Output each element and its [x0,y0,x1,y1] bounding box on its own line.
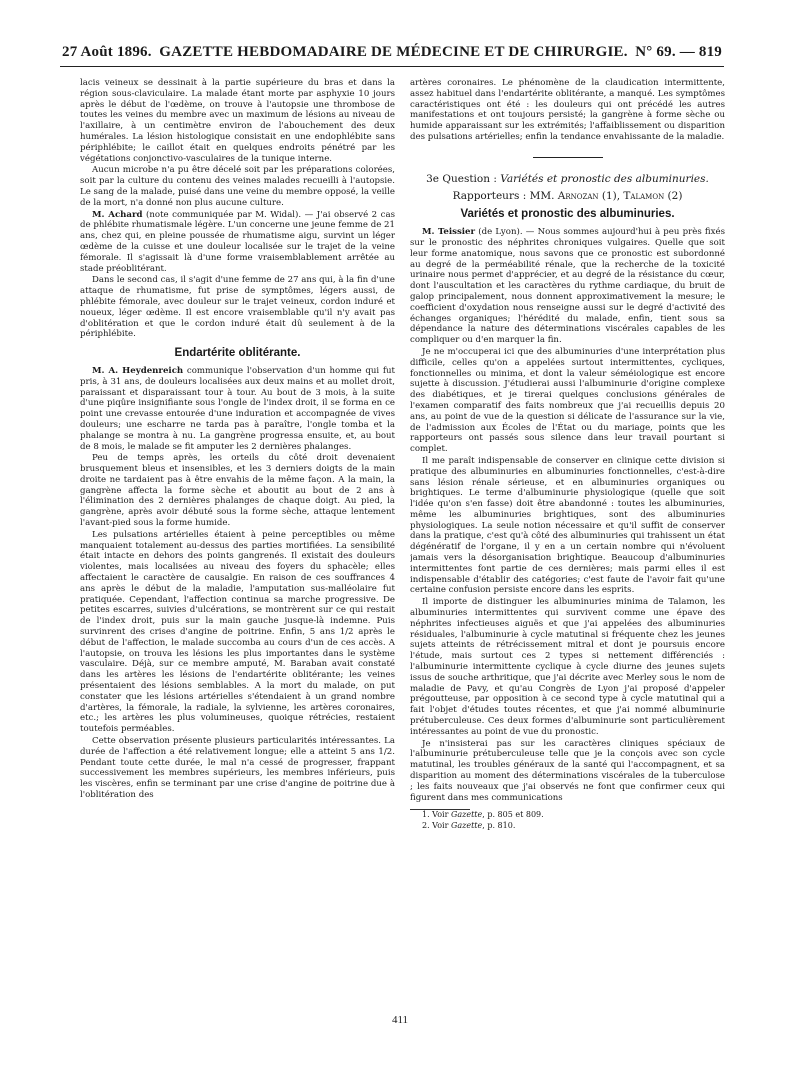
section-title: Variétés et pronostic des albuminuries. [460,208,675,221]
footnote-journal: Gazette [450,810,483,820]
paragraph [80,210,395,275]
paragraph-text: (note communiquée par M. Widal). — J'ai observé 2 cas de phlébite rhumatismale légère. L'un concerne une jeune femme de 21 ans, chez qui, en pleine poussée de rhumatisme aigu, survint un léger œdème de la cuisse et une douleur localisée sur le trajet de la veine fémorale. Il s'agissait là d'une forme vraisemblablement arrêtée au stade préoblitérant. [80,209,395,274]
footnote-ref: , p. 810. [482,821,516,831]
paragraph: Peu de temps après, les orteils du côté droit devenaient brusquement bleus et insensibles, et les 3 derniers doigts de la main droite ne tardaient pas à être envahis de la même façon. A la main, la gangrène affecta la forme sèche et aboutit au bout de 2 ans à l'élimination des 2 dernières phalanges de chaque doigt. Au pied, la gangrène, après avoir débuté sous la forme sèche, attaque lentement l'avant-pied sous la forme humide. [80,453,395,529]
paragraph: Cette observation présente plusieurs particularités intéressantes. La durée de l'affection a été relativement longue; elle a atteint 5 ans 1/2. Pendant toute cette durée, le mal n'a cessé de progresser, frappant successivement les membres supérieurs, les membres inférieurs, puis les viscères, enfin se terminant par une crise d'angine de poitrine due à l'oblitération des [80,736,395,800]
paragraph: Il me paraît indispensable de conserver en clinique cette division si pratique des albuminuries en albuminuries fonctionnelles, c'est-à-dire sans lésion rénale sérieuse, et en albuminuries organiques ou brightiques. Le terme d'albuminurie physiologique (quelle que soit l'idée qu'on s'en fasse) doit être abandonné : toutes les albuminuries, même les albuminuries brightiques, sont des albuminuries physiologiques. La seule notion nécessaire et qu'il suffit de conserver dans la pratique, c'est qu'à côté des albuminuries qui trahissent un état dégénératif de l'organe, il y en a un certain nombre qui n'évoluent jamais vers la désorganisation brightique. Beaucoup d'albuminuries intermittentes font partie de ces dernières; mais parmi elles il est indispensable d'établir des catégories; c'est faute de l'avoir fait qu'une certaine confusion persiste encore dans les esprits. [410,455,725,596]
footnote-text: 2. Voir [422,821,451,831]
author-name: M. Teissier [422,227,476,238]
separator [533,157,603,158]
paragraph: Il importe de distinguer les albuminuries minima de Talamon, les albuminuries intermittentes qui survivent comme une épave des néphrites infectieuses aiguës et que j'ai appelées des albuminuries résiduales, l'albuminurie à cycle matutinal si fréquente chez les jeunes sujets atteints de rétrécissement mitral et dont je poursuis encore l'étude, mais surtout ces 2 types si nettement différenciés : l'albuminurie intermittente cyclique à cycle diurne des jeunes sujets issus de souche arthritique, que j'ai décrite avec Merley sous le nom de maladie de Pavy, et qu'au Congrès de Lyon j'ai proposé d'appeler prégoutteuse, par opposition à ce second type à cycle matutinal qui a fait l'objet d'études toutes récentes, et que j'ai nommé albuminurie prétuberculeuse. Ces deux formes d'albuminurie sont particulièrement intéressantes au point de vue du pronostic. [410,597,725,737]
page-number: 411 [391,1014,409,1026]
question-heading [410,174,725,185]
section-title: Endartérite oblitérante. [174,347,301,360]
paragraph: lacis veineux se dessinait à la partie supérieure du bras et dans la région sous-claviculaire. La malade étant morte par asphyxie 10 jours après le début de l'œdème, on trouve à l'autopsie une thrombose de toutes les veines du membre avec un maximum de lésions au niveau de l'axillaire, à un centimètre environ de l'abouchement des deux humérales. La lésion histologique consistait en une endophlébite sans périphlébite; le caillot était en quelques endroits pénétré par les végétations conjonctivo-vasculaires de la tunique interne. [80,78,395,164]
header-rule [60,66,724,67]
footnote-text: 1. Voir [422,810,451,820]
footnote-journal: Gazette [450,821,483,831]
footnote-1 [410,810,725,820]
header-journal: GAZETTE HEBDOMADAIRE DE MÉDECINE ET DE CHIRURGIE. [159,44,628,60]
question-prefix: 3e Question : [426,172,501,185]
header-date: 27 Août 1896. [62,44,152,60]
footnote-ref: , p. 805 et 809. [482,810,544,820]
paragraph: artères coronaires. Le phénomène de la claudication intermittente, assez habituel dans l'endartérite oblitérante, a manqué. Les symptômes caractéristiques ont été : les douleurs qui ont précédé les autres manifestations et ont toujours persisté; la gangrène à forme sèche ou humide apparaissant sur les extrémités; l'affaiblissement ou disparition des pulsations artérielles; enfin la tendance envahissante de la maladie. [410,78,725,142]
rapporteurs-label: Rapporteurs : MM. [452,189,558,202]
paragraph: Je ne m'occuperai ici que des albuminuries d'une interprétation plus difficile, celles qu'on a appelées surtout intermittentes, cycliques, fonctionnelles ou minima, et dont la valeur séméiologique est encore sujette à discussion. J'étudierai aussi l'albuminurie d'origine complexe des diabétiques, et je tirerai quelques conclusions générales de l'examen comparatif des faits nombreux que j'ai recueillis depuis 20 ans, au point de vue de la question si délicate de l'assurance sur la vie, de l'admission aux Écoles de l'État ou du mariage, points que les rapporteurs ont passés sous silence dans leur travail pourtant si complet. [410,346,725,455]
header-issue: N° 69. — 819 [635,44,722,60]
paragraph: Je n'insisterai pas sur les caractères cliniques spéciaux de l'albuminurie prétuberculeuse telle que je la conçois avec son cycle matutinal, les troubles généraux de la santé qui l'accompagnent, et sa disparition au moment des déterminations viscérales de la tuberculose ; les faits nouveaux que j'ai observés ne font que confirmer ceux qui figurent dans mes communications [410,738,725,803]
paragraph [80,366,395,452]
question-title: Variétés et pronostic des albuminuries. [500,172,709,185]
paragraph: Aucun microbe n'a pu être décelé soit par les préparations colorées, soit par la culture du contenu des veines malades recueilli à l'autopsie. Le sang de la malade, puisé dans une veine du membre opposé, la veille de la mort, n'a donné non plus aucune culture. [80,165,395,208]
paragraph-text: (de Lyon). — Nous sommes aujourd'hui à peu près fixés sur le pronostic des néphrites chroniques vulgaires. Quelle que soit leur forme anatomique, nous savons que ce pronostic est subordonné au degré de la perméabilité rénale, que la recherche de la toxicité urinaire nous permet d'apprécier, et au degré de la résistance du cœur, dont l'auscultation et les caractères du rythme cardiaque, du bruit de galop principalement, nous donnent approximativement la mesure; le coefficient d'oxydation nous renseigne aussi sur le degré d'activité des échanges organiques; l'hérédité du malade, enfin, tient sous sa dépendance la nature des déterminations viscérales capables de les compliquer ou d'en marquer la fin. [410,227,725,346]
author-name: M. A. Heydenreich [92,365,184,376]
paragraph [410,227,725,346]
rapporteurs [410,191,725,202]
paragraph-text: communique l'observation d'un homme qui fut pris, à 31 ans, de douleurs localisées aux deux mains et au mollet droit, paraissant et disparaissant tour à tour. Au bout de 3 mois, à la suite d'une piqûre insignifiante sous l'ongle de l'index droit, il se forma en ce point une crevasse entourée d'une induration et accompagnée de vives douleurs; une escharre ne tarda pas à paraître, l'ongle tomba et la phalange se montra à nu. La gangrène progressa ensuite, et, au bout de 8 mois, le malade se fit amputer les 2 dernières phalanges. [80,365,395,452]
rapporteur-1: Arnozan (1), [557,189,624,202]
paragraph: Dans le second cas, il s'agit d'une femme de 27 ans qui, à la fin d'une attaque de rhumatisme, fut prise de symptômes, légers aussi, de phlébite fémorale, avec douleur sur le trajet veineux, cordon induré et noueux, léger œdème. Il est encore vraisemblable qu'il n'y avait pas d'oblitération et que le cordon induré était dû seulement à de la périphlébite. [80,275,395,340]
footnote-2 [410,821,725,831]
rapporteur-2: Talamon (2) [623,189,683,202]
author-name: M. Achard [92,209,143,220]
paragraph: Les pulsations artérielles étaient à peine perceptibles ou même manquaient totalement au-dessus des parties mortifiées. La sensibilité était intacte en dehors des points gangrenés. Il existait des douleurs violentes, mais localisées au niveau des foyers du sphacèle; elles affectaient le caractère de causalgie. En raison de ces souffrances 4 ans après le début de la maladie, l'amputation sus-malléolaire fut pratiquée. Cependant, l'affection continua sa marche progressive. De petites escarres, suivies d'ulcérations, se montrèrent sur ce qui restait de l'index droit, puis sur la main gauche jusque-là indemne. Puis survinrent des crises d'angine de poitrine. Enfin, 5 ans 1/2 après le début de l'affection, le malade succomba au cours d'un de ces accès. A l'autopsie, on trouva les lésions les plus importantes dans le système vasculaire. Déjà, sur ce membre amputé, M. Baraban avait constaté dans les artères les lésions de l'endartérite oblitérante; les veines présentaient des lésions semblables. A la mort du malade, on put constater que les lésions artérielles s'étendaient à un grand nombre d'artères, la fémorale, la radiale, la sylvienne, les artères coronaires, etc.; les artères les plus volumineuses, quoique rétrécies, restaient toutefois perméables. [80,529,395,735]
left-column [80,78,395,1006]
running-header [62,44,722,61]
right-column [410,78,725,1006]
